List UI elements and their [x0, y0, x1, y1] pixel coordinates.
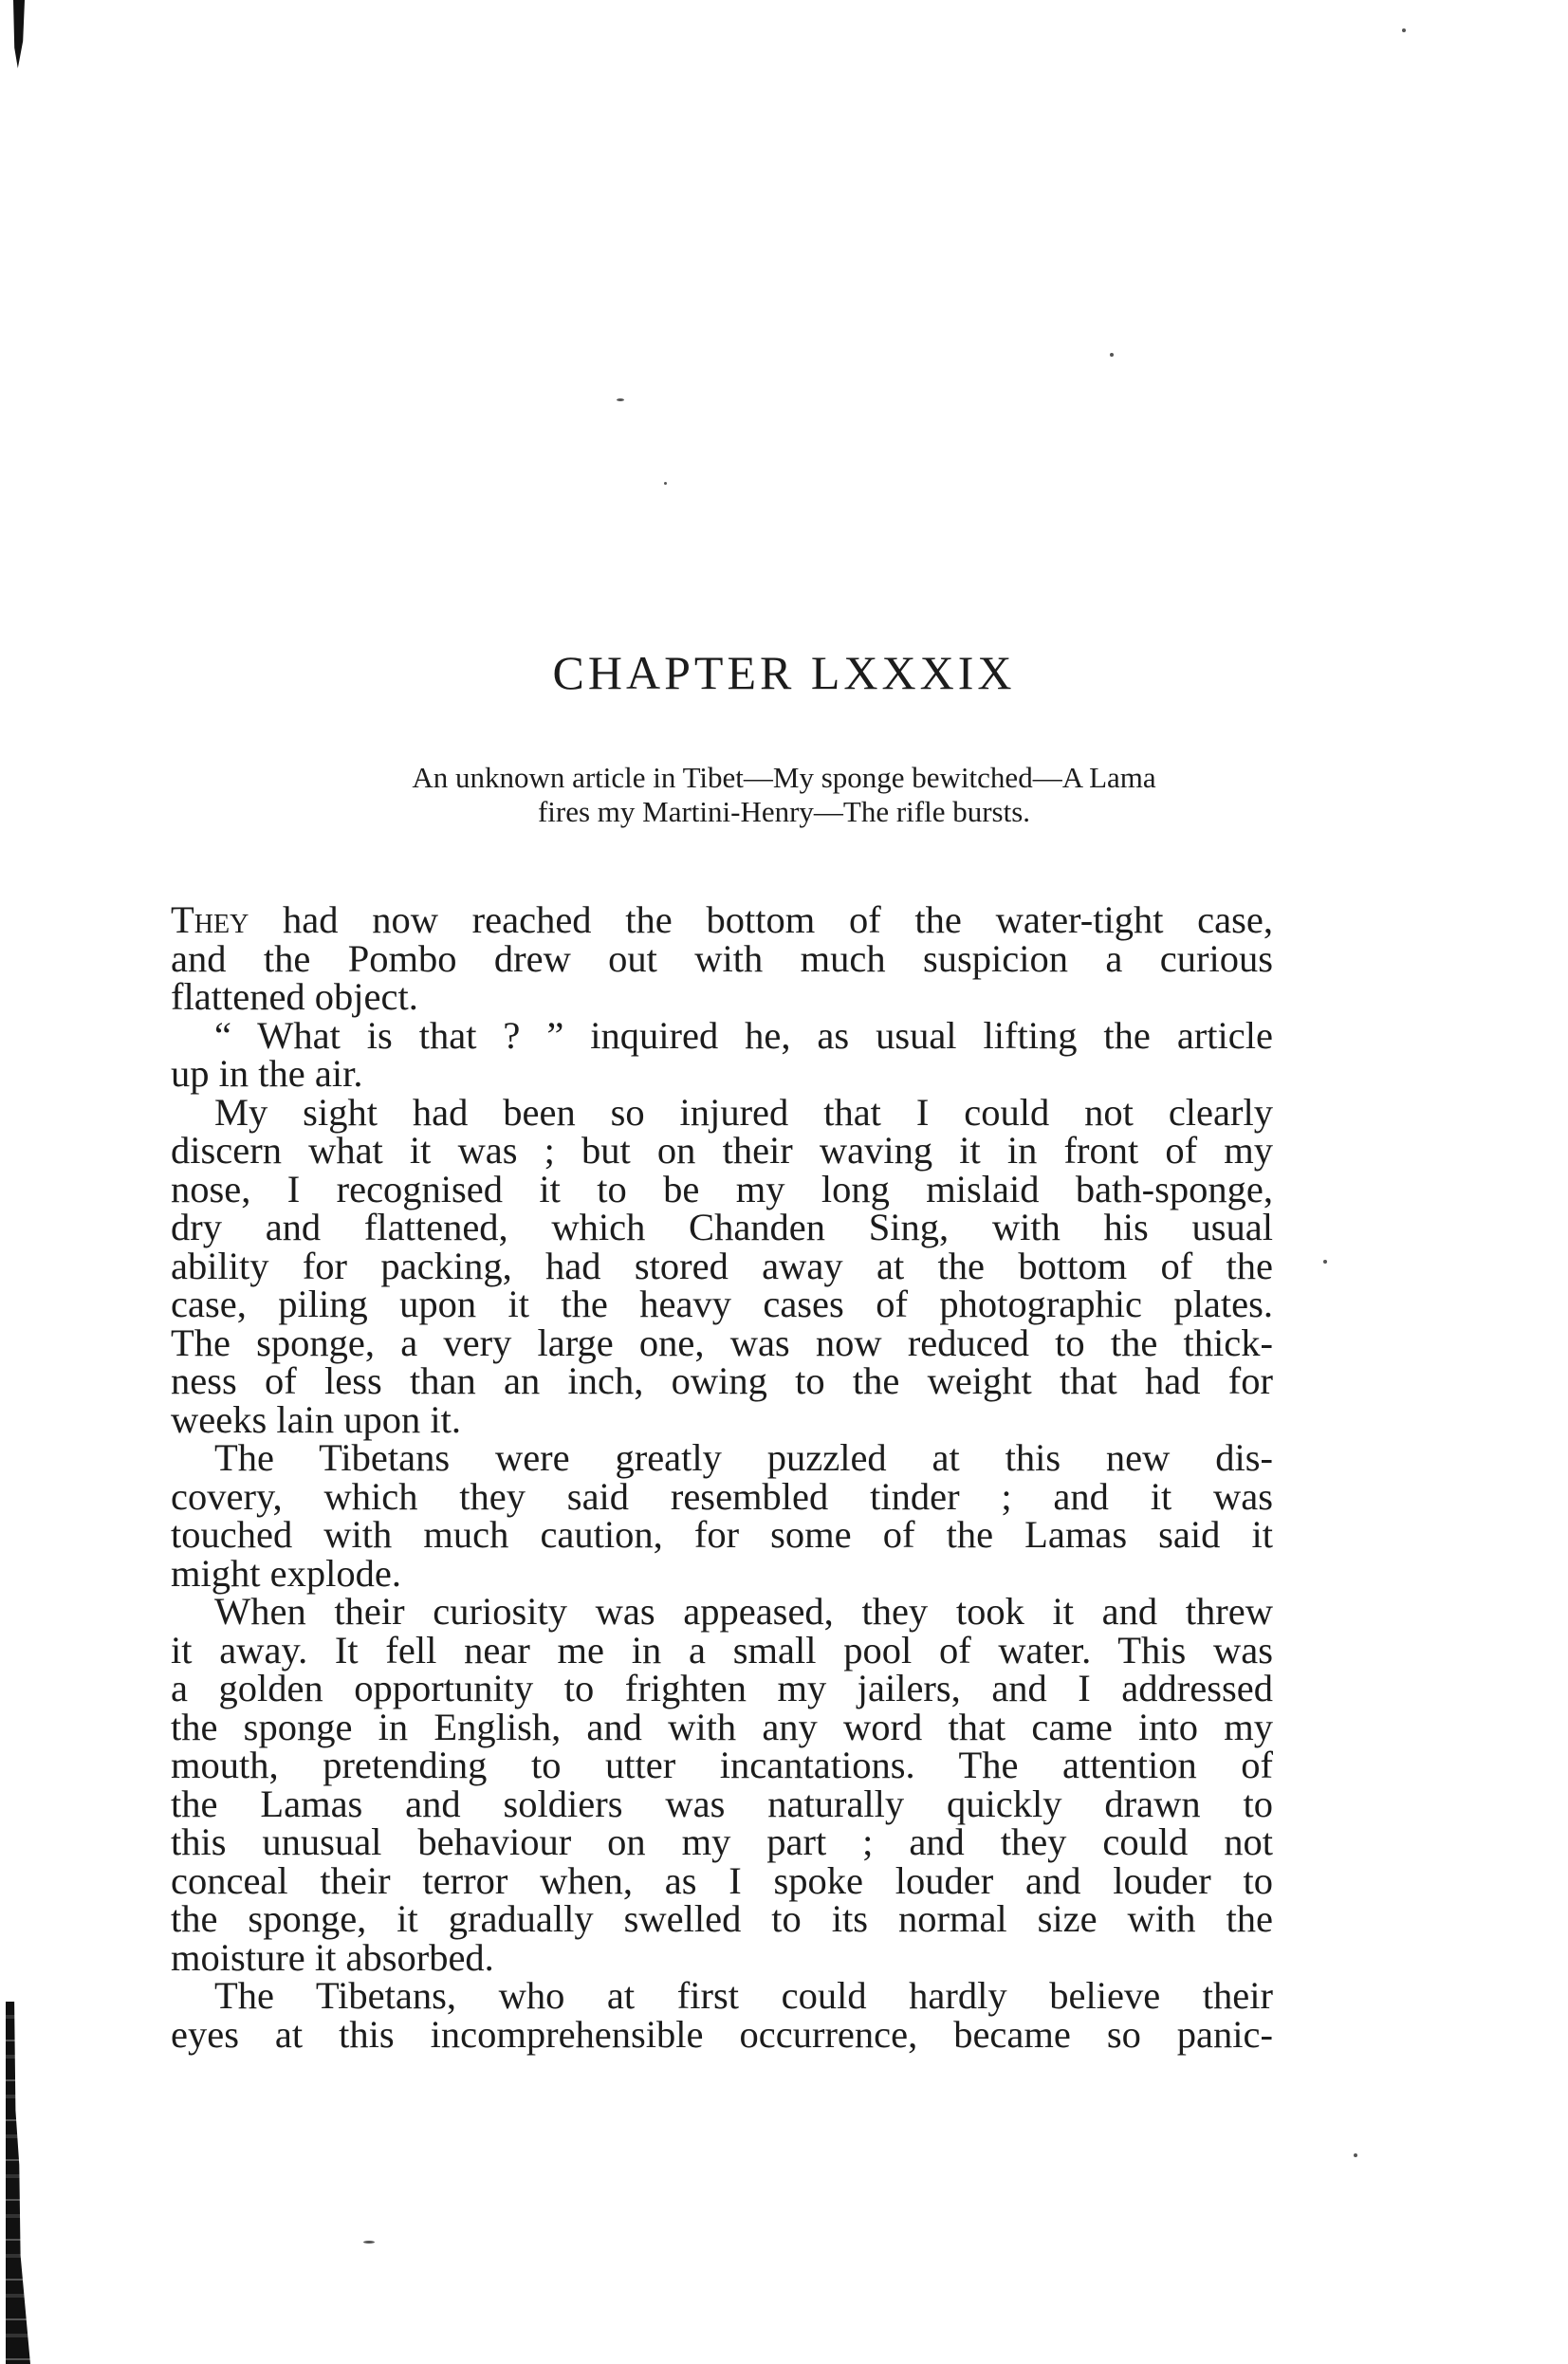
chapter-body	[171, 898, 1273, 2056]
body-line: eyes at this incomprehensible occurrence, became so panic-	[171, 2012, 1273, 2056]
body-line: a golden opportunity to frighten my jailers, and I addressed	[171, 1667, 1273, 1709]
body-line: the Lamas and soldiers was naturally quickly drawn to	[171, 1782, 1273, 1825]
body-line: nose, I recognised it to be my long mislaid bath-sponge,	[171, 1167, 1273, 1210]
body-line: case, piling upon it the heavy cases of photographic plates.	[171, 1283, 1273, 1325]
body-line: My sight had been so injured that I could not clearly	[214, 1090, 1273, 1134]
body-line: might explode.	[171, 1551, 401, 1595]
scan-speck	[664, 482, 667, 485]
body-line: moisture it absorbed.	[171, 1935, 494, 1979]
body-line: The Tibetans were greatly puzzled at this new dis-	[214, 1436, 1273, 1479]
lead-word: They	[171, 898, 249, 941]
body-line: up in the air.	[171, 1052, 363, 1095]
body-line: The Tibetans, who at first could hardly believe their	[214, 1974, 1273, 2017]
body-line: the sponge, it gradually swelled to its normal size with the	[171, 1897, 1273, 1940]
body-line: touched with much caution, for some of the Lamas said it	[171, 1513, 1273, 1556]
body-line: ability for packing, had stored away at the bottom of the	[171, 1244, 1273, 1287]
scan-speck	[1402, 28, 1406, 32]
body-line: and the Pombo drew out with much suspicion a curious	[171, 936, 1273, 980]
body-line: The sponge, a very large one, was now reduced to the thick-	[171, 1321, 1273, 1364]
body-line: When their curiosity was appeased, they took it and threw	[214, 1590, 1273, 1633]
chapter-summary-line-2: fires my Martini-Henry—The rifle bursts.	[537, 795, 1031, 828]
body-line: covery, which they said resembled tinder ; and it was	[171, 1474, 1273, 1518]
body-line: flattened object.	[171, 975, 418, 1018]
body-line: “ What is that ? ” inquired he, as usual lifting the article	[214, 1013, 1273, 1057]
chapter-heading: CHAPTER LXXXIX	[552, 646, 1016, 699]
body-line: it away. It fell near me in a small pool of water. This was	[171, 1628, 1273, 1671]
scan-speck	[617, 398, 624, 401]
scan-speck	[1323, 1260, 1327, 1264]
body-line: this unusual behaviour on my part ; and they could not	[171, 1820, 1273, 1863]
body-line: ness of less than an inch, owing to the weight that had for	[171, 1359, 1273, 1402]
chapter-summary	[190, 761, 1378, 829]
body-line: conceal their terror when, as I spoke louder and louder to	[171, 1858, 1273, 1902]
body-line: weeks lain upon it.	[171, 1397, 461, 1441]
body-line: the sponge in English, and with any word that came into my	[171, 1705, 1273, 1748]
scan-speck	[363, 2241, 375, 2244]
scan-speck	[1354, 2153, 1357, 2157]
scan-edge-mark-top	[13, 0, 25, 68]
body-line: They had now reached the bottom of the water-tight case,	[171, 898, 1273, 941]
body-line: discern what it was ; but on their waving it in front of my	[171, 1129, 1273, 1172]
body-line: dry and flattened, which Chanden Sing, with his usual	[171, 1206, 1273, 1248]
chapter-summary-line-1: An unknown article in Tibet—My sponge bewitched—A Lama	[412, 761, 1156, 794]
scan-edge-mark-bottom	[6, 2002, 30, 2364]
scan-speck	[1110, 353, 1114, 357]
body-line: mouth, pretending to utter incantations. The attention of	[171, 1744, 1273, 1786]
